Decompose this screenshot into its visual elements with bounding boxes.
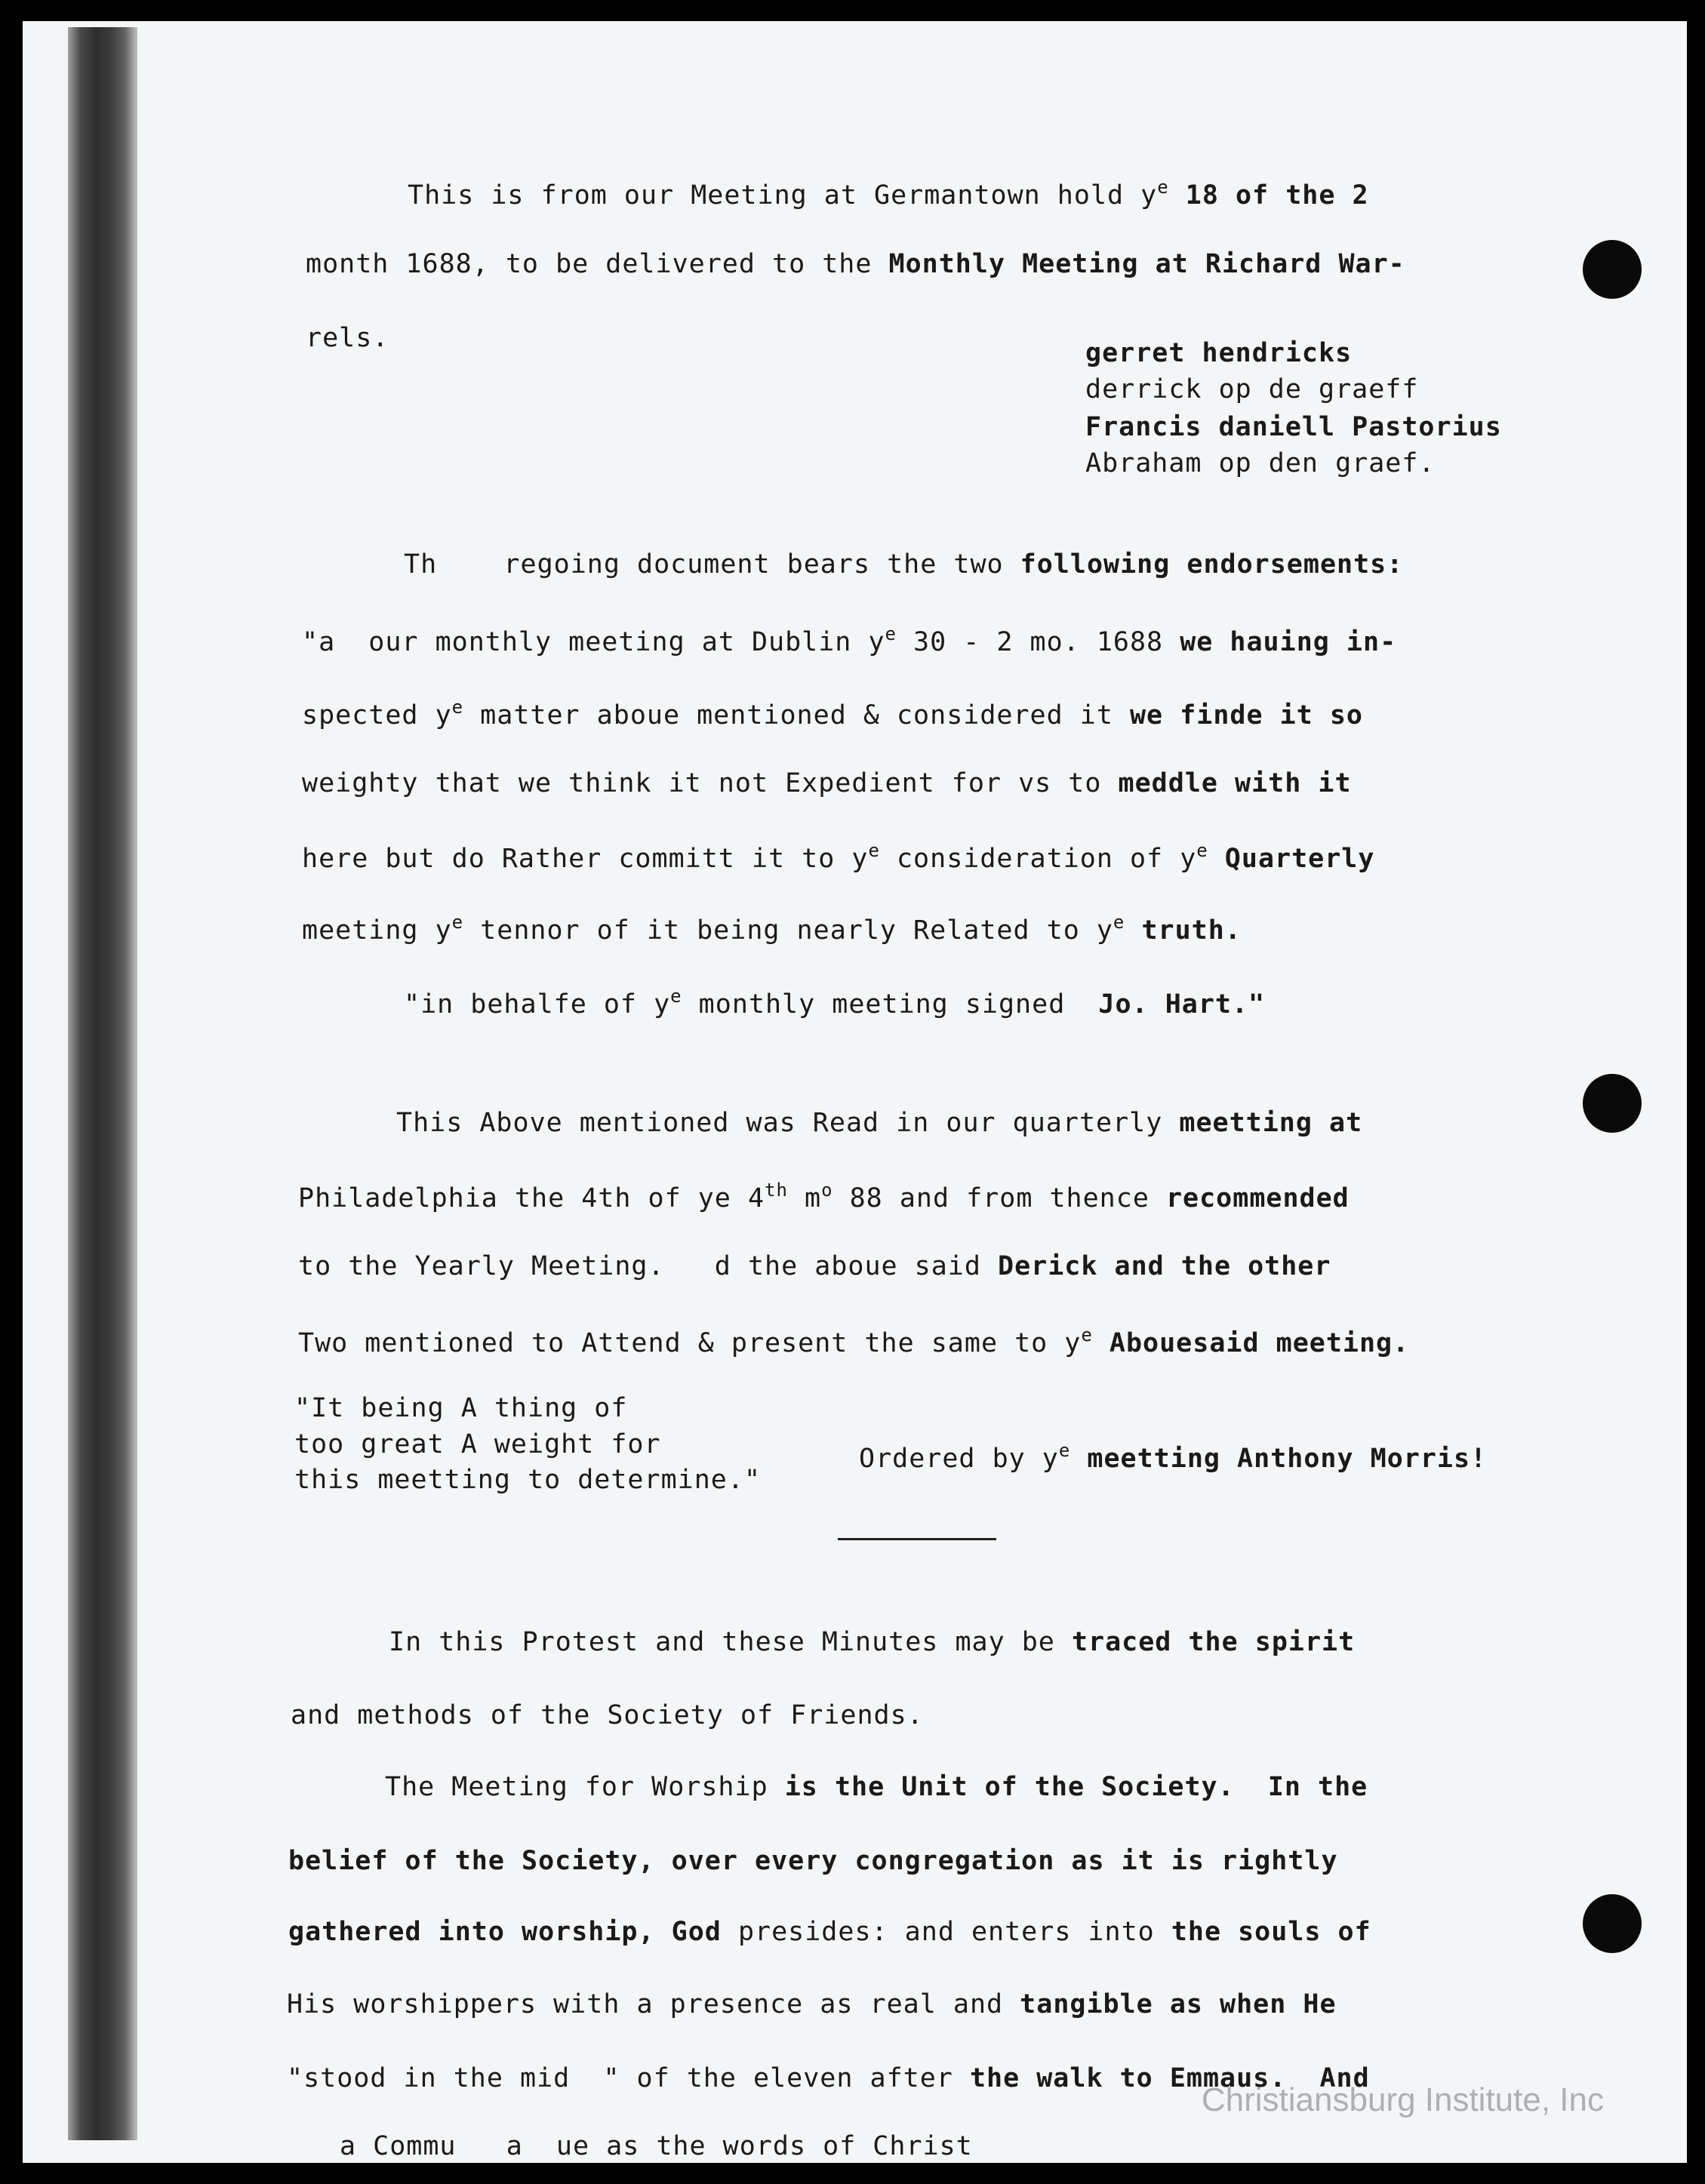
- text-line: "a our monthly meeting at Dublin $y^e$ 30 - 2 mo. 1688 we hauing in-: [302, 623, 1397, 657]
- text-line: Two mentioned to Attend & present the same to $y^e$ Abouesaid meeting.: [298, 1324, 1410, 1358]
- text-line: too great A weight for: [294, 1429, 661, 1460]
- text-line: gathered into worship, God presides: and enters into the souls of: [288, 1917, 1371, 1947]
- signatory-name: gerret hendricks: [1085, 338, 1353, 368]
- text-line: Philadelphia the 4th of ye 4th $m^o$ 88 and from thence recommended: [298, 1180, 1350, 1214]
- text-line: rels.: [306, 323, 389, 353]
- text-line: Ordered by $y^e$ meetting Anthony Morris!: [859, 1440, 1488, 1474]
- text-line: His worshippers with a presence as real and tangible as when He: [287, 1989, 1337, 2019]
- punch-hole-top: [1583, 240, 1642, 299]
- text-line: a Commu a ue as the words of Christ: [340, 2131, 973, 2161]
- text-line: "It being A thing of: [294, 1393, 628, 1423]
- text-line: belief of the Society, over every congregation as it is rightly: [288, 1846, 1338, 1876]
- binding-strip: [68, 27, 137, 2140]
- section-divider: [838, 1538, 996, 1540]
- text-line: "in behalfe of $y^e$ monthly meeting signed Jo. Hart.": [404, 986, 1266, 1020]
- document-page: [23, 21, 1687, 2163]
- signatory-name: derrick op de graeff: [1085, 374, 1419, 405]
- punch-hole-bottom: [1583, 1894, 1642, 1953]
- text-line: weighty that we think it not Expedient for vs to meddle with it: [302, 768, 1352, 798]
- punch-hole-middle: [1583, 1074, 1642, 1133]
- text-line: spected $y^e$ matter aboue mentioned & considered it we finde it so: [302, 697, 1363, 731]
- text-line: to the Yearly Meeting. d the aboue said Derick and the other: [298, 1251, 1331, 1281]
- text-line: meeting $y^e$ tennor of it being nearly Related to $y^e$ truth.: [302, 912, 1242, 946]
- text-line: This Above mentioned was Read in our quarterly meetting at: [396, 1108, 1363, 1138]
- text-line: The Meeting for Worship is the Unit of the Society. In the: [385, 1772, 1368, 1802]
- text-line: "stood in the mid " of the eleven after the walk to Emmaus. And: [287, 2063, 1370, 2093]
- signatory-name: Abraham op den graef.: [1085, 448, 1436, 478]
- text-line: month 1688, to be delivered to the Monthly Meeting at Richard War-: [306, 249, 1405, 279]
- text-line: In this Protest and these Minutes may be traced the spirit: [389, 1627, 1356, 1657]
- text-line: this meetting to determine.": [294, 1465, 762, 1495]
- watermark: Christiansburg Institute, Inc: [1201, 2081, 1604, 2118]
- text-line: Th regoing document bears the two following endorsements:: [404, 549, 1404, 580]
- text-line: This is from our Meeting at Germantown hold $y^e$ 18 of the 2: [408, 177, 1369, 211]
- signatory-name: Francis daniell Pastorius: [1085, 412, 1502, 442]
- text-line: and methods of the Society of Friends.: [291, 1700, 924, 1730]
- text-line: here but do Rather committ it to $y^e$ consideration of $y^e$ Quarterly: [302, 840, 1375, 874]
